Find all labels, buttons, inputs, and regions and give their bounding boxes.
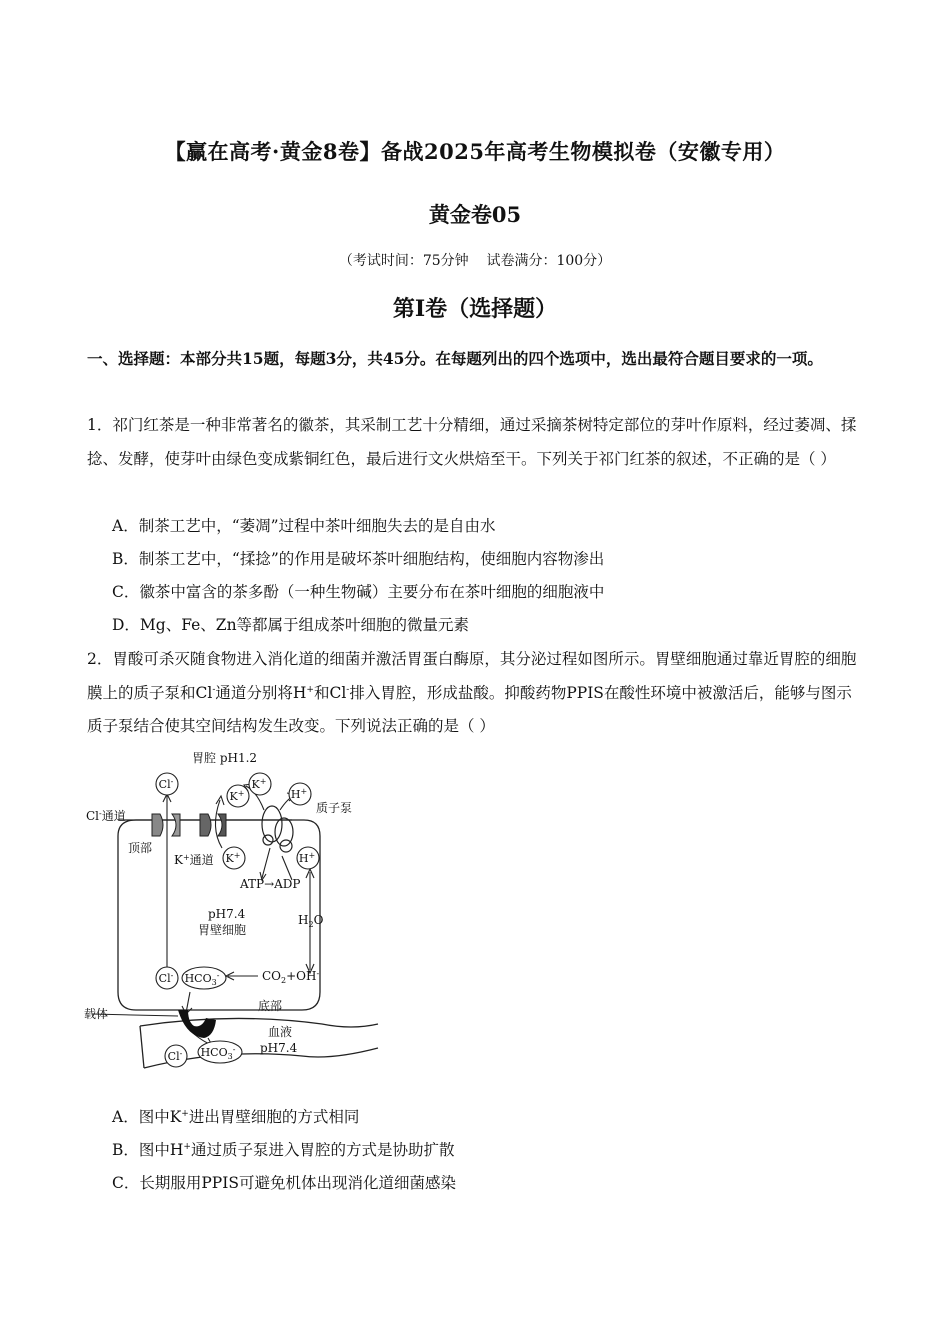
cl-channel-icon bbox=[152, 814, 163, 836]
ion-k-inside: K+ bbox=[225, 851, 241, 865]
label-k-channel: K+通道 bbox=[174, 853, 214, 867]
ion-cl-top: Cl- bbox=[158, 777, 174, 791]
q1-option-b: B．制茶工艺中，“揉捻”的作用是破坏茶叶细胞结构，使细胞内容物渗出 bbox=[112, 550, 605, 568]
ion-h-top: H+ bbox=[290, 787, 308, 801]
q1-option-d: D．Mg、Fe、Zn等都属于组成茶叶细胞的微量元素 bbox=[112, 616, 470, 634]
instructions: 一、选择题：本部分共15题，每题3分，共45分。在每题列出的四个选项中，选出最符合题目要求的一项。 bbox=[87, 349, 823, 368]
ion-h-inside: H+ bbox=[298, 851, 316, 865]
proton-pump-icon bbox=[262, 806, 293, 852]
question-2-stem: 2．胃酸可杀灭随食物进入消化道的细菌并激活胃蛋白酶原，其分泌过程如图所示。胃壁细胞通过靠近胃腔的细胞膜上的质子泵和Cl-通道分别将H+和Cl-排入胃腔，形成盐酸。抑酸药物PPIS在酸性环境中被激活后，能够与图示质子泵结合使其空间结构发生改变。下列说法正确的是（ ） bbox=[87, 650, 857, 735]
label-carrier: 载体 bbox=[84, 1007, 109, 1021]
ion-hco3-blood: $HCO_3^-$ bbox=[200, 1045, 236, 1061]
q1-option-a: A．制茶工艺中，“萎凋”过程中茶叶细胞失去的是自由水 bbox=[112, 517, 496, 535]
label-proton-pump: 质子泵 bbox=[316, 801, 353, 815]
section-title: 第I卷（选择题） bbox=[392, 296, 558, 322]
label-apical: 顶部 bbox=[128, 841, 153, 855]
ion-k-1: K+ bbox=[229, 789, 245, 803]
ion-k-2: K+ bbox=[251, 777, 267, 791]
k-channel-icon bbox=[172, 814, 226, 836]
exam-time-info: （考试时间：75分钟 试卷满分：100分） bbox=[338, 253, 612, 269]
label-basal: 底部 bbox=[258, 999, 283, 1013]
parietal-cell-diagram bbox=[82, 748, 382, 1080]
label-ph-cell: pH7.4 bbox=[208, 907, 246, 921]
q2-option-a: A．图中K+进出胃壁细胞的方式相同 bbox=[112, 1108, 360, 1126]
label-h2o: $H_2O$ bbox=[298, 913, 324, 929]
exam-title: 【赢在高考·黄金8卷】备战2025年高考生物模拟卷（安徽专用） bbox=[164, 139, 786, 164]
ion-cl-blood: Cl- bbox=[167, 1049, 183, 1063]
label-cl-channel: Cl-通道 bbox=[86, 809, 126, 823]
q1-option-c: C．徽茶中富含的茶多酚（一种生物碱）主要分布在茶叶细胞的细胞液中 bbox=[112, 583, 605, 601]
ion-hco3-inside: $HCO_3^-$ bbox=[184, 971, 220, 987]
question-1-stem: 1．祁门红茶是一种非常著名的徽茶，其采制工艺十分精细，通过采摘茶树特定部位的芽叶作原料，经过萎凋、揉捻、发酵，使芽叶由绿色变成紫铜红色，最后进行文火烘焙至干。下列关于祁门红茶的叙述，不正确的是（ ） bbox=[87, 416, 857, 468]
ion-cl-inside: Cl- bbox=[158, 971, 174, 985]
label-stomach-lumen: 胃腔 pH1.2 bbox=[192, 751, 258, 765]
label-atp-adp: ATP→ADP bbox=[240, 877, 301, 891]
label-blood: 血液 bbox=[268, 1025, 293, 1039]
exam-subtitle: 黄金卷05 bbox=[428, 202, 522, 227]
q2-option-b: B．图中H+通过质子泵进入胃腔的方式是协助扩散 bbox=[112, 1141, 455, 1159]
label-cell-name: 胃壁细胞 bbox=[198, 923, 247, 937]
label-ph-blood: pH7.4 bbox=[260, 1041, 298, 1055]
q2-option-c: C．长期服用PPIS可避免机体出现消化道细菌感染 bbox=[112, 1174, 456, 1192]
label-co2-oh: $CO_2+OH^-$ bbox=[262, 969, 320, 985]
